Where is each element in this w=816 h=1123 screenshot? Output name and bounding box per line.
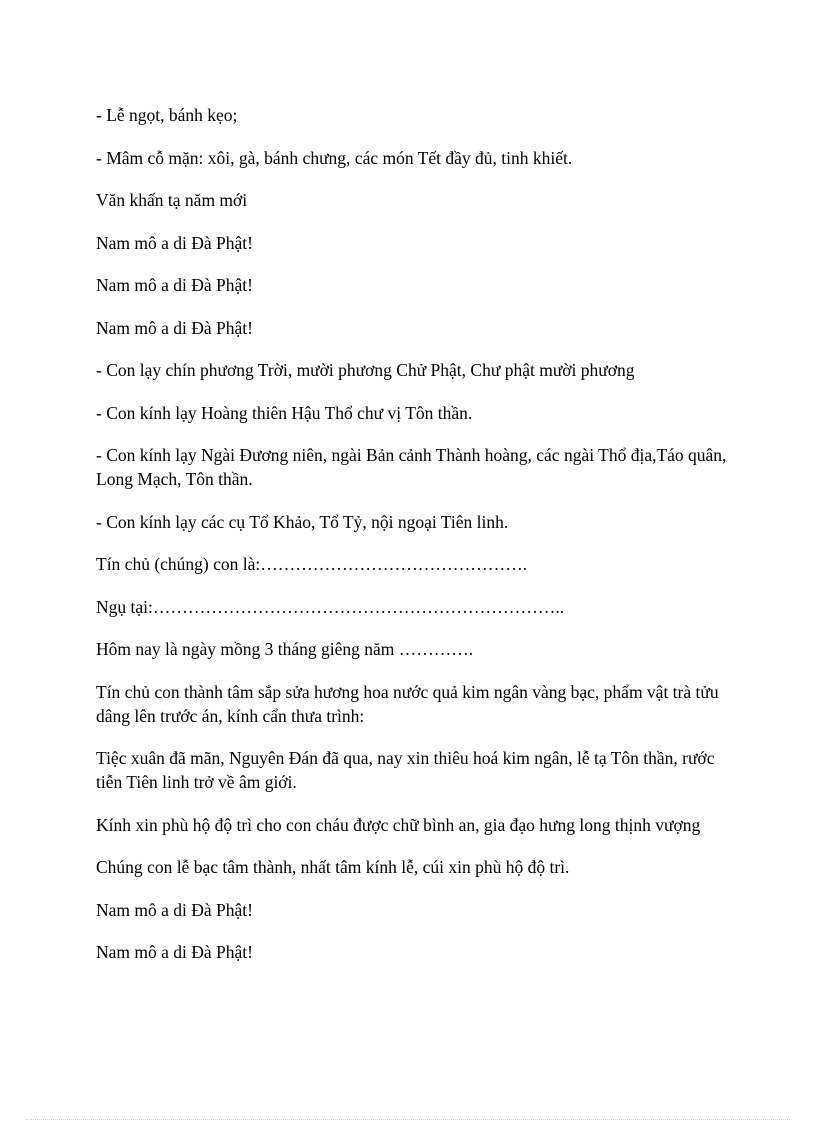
address-line: Ngụ tại:…………………………………………………………….. — [96, 596, 565, 617]
invocation-line: Nam mô a di Đà Phật! — [96, 232, 253, 253]
page-bottom-divider — [26, 1119, 790, 1120]
invocation-line: Nam mô a di Đà Phật! — [96, 317, 253, 338]
document-body — [96, 103, 736, 983]
list-item-savory-tray: - Mâm cỗ mặn: xôi, gà, bánh chưng, các món Tết đầy đủ, tinh khiết. — [96, 147, 573, 168]
devotee-name-line: Tín chủ (chúng) con là:………………………………………. — [96, 554, 528, 574]
invocation-line: Nam mô a di Đà Phật! — [96, 942, 253, 962]
list-item-homage: - Con lạy chín phương Trời, mười phương Chử Phật, Chư phật mười phương — [96, 360, 635, 380]
body-paragraph: Tiệc xuân đã mãn, Nguyên Đán đã qua, nay xin thiêu hoá kim ngân, lễ tạ Tôn thần, rước tiễn Tiên linh trở về âm giới. — [96, 748, 715, 792]
date-line: Hôm nay là ngày mồng 3 tháng giêng năm …………. — [96, 639, 474, 659]
list-item-homage: - Con kính lạy các cụ Tổ Khảo, Tổ Tỷ, nội ngoại Tiên linh. — [96, 511, 509, 532]
body-paragraph: Tín chủ con thành tâm sắp sửa hương hoa nước quả kim ngân vàng bạc, phẩm vật trà tửu dâng lên trước án, kính cẩn thưa trình: — [96, 681, 719, 726]
list-item-homage: - Con kính lạy Ngài Đương niên, ngài Bản cảnh Thành hoàng, các ngài Thổ địa,Táo quân, Long Mạch, Tôn thần. — [96, 445, 727, 489]
list-item-sweets: - Lễ ngọt, bánh kẹo; — [96, 105, 238, 125]
list-item-homage: - Con kính lạy Hoàng thiên Hậu Thổ chư vị Tôn thần. — [96, 402, 473, 423]
invocation-line: Nam mô a di Đà Phật! — [96, 899, 253, 920]
invocation-line: Nam mô a di Đà Phật! — [96, 275, 253, 295]
body-paragraph: Chúng con lễ bạc tâm thành, nhất tâm kính lễ, cúi xin phù hộ độ trì. — [96, 857, 570, 877]
prayer-heading: Văn khấn tạ năm mới — [96, 190, 248, 210]
body-paragraph: Kính xin phù hộ độ trì cho con cháu được chữ bình an, gia đạo hưng long thịnh vượng — [96, 814, 701, 835]
